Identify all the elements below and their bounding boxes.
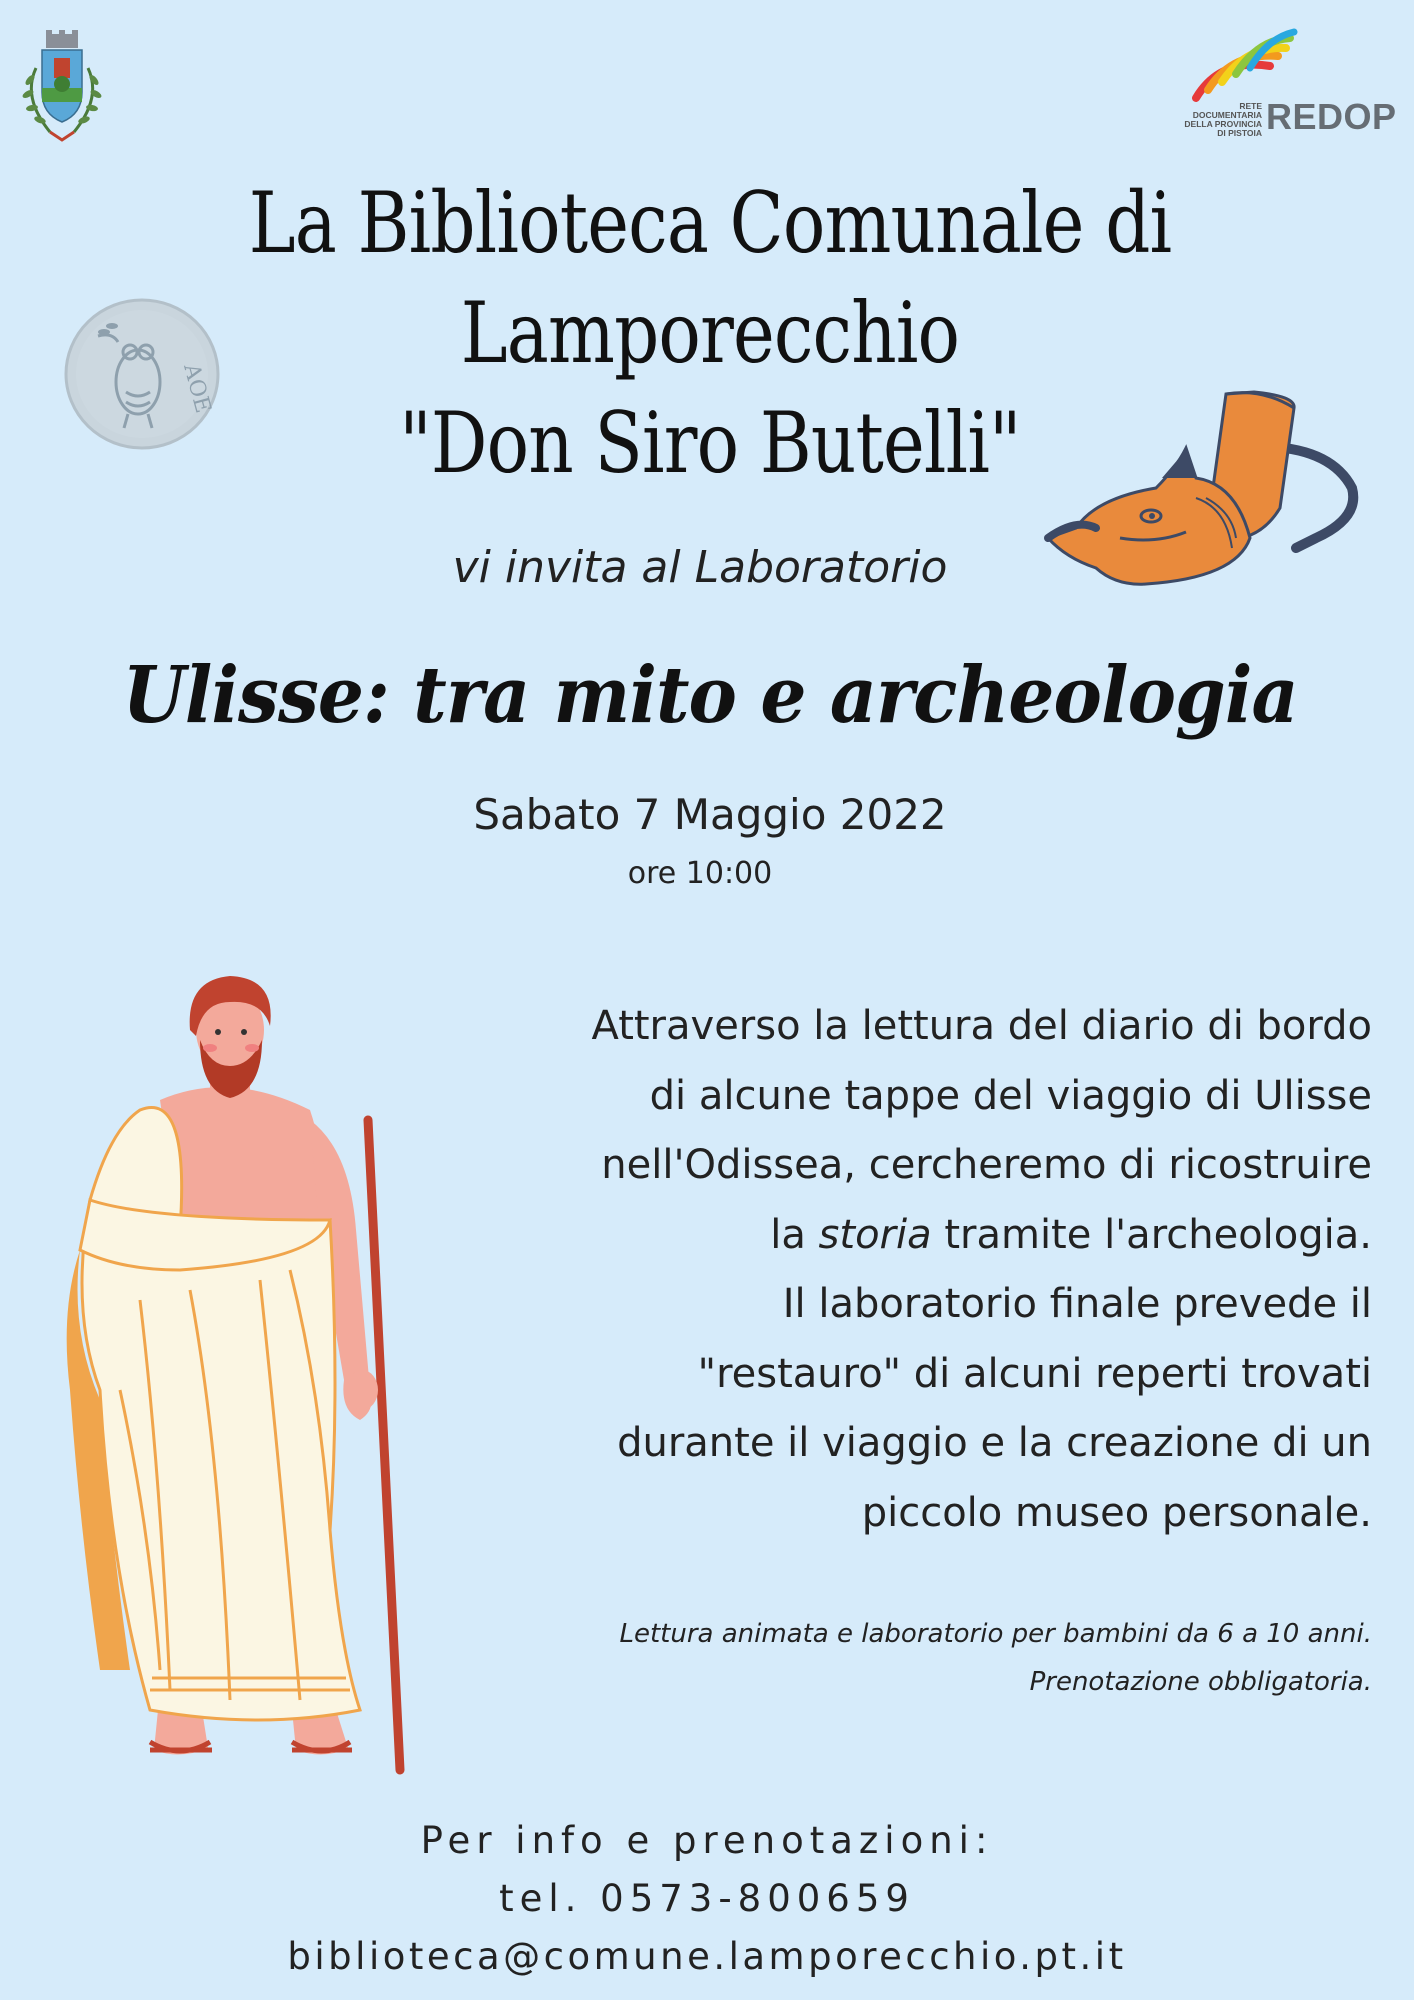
ulysses-figure-illustration xyxy=(30,970,430,1780)
description-line xyxy=(440,1201,1372,1271)
description-line4-pre: la xyxy=(770,1211,819,1258)
description-line: di alcune tappe del viaggio di Ulisse xyxy=(649,1072,1372,1119)
description-emphasis: storia xyxy=(818,1211,932,1258)
event-date: Sabato 7 Maggio 2022 xyxy=(473,790,947,839)
contact-phone[interactable]: tel. 0573-800659 xyxy=(499,1877,915,1920)
description-line: nell'Odissea, cercheremo di ricostruire xyxy=(601,1142,1372,1188)
description-line: Il laboratorio finale prevede il xyxy=(782,1281,1372,1327)
event-title: Ulisse: tra mito e archeologia xyxy=(122,650,1298,741)
event-note xyxy=(440,1610,1372,1706)
municipal-crest-icon xyxy=(14,28,110,148)
redop-wordmark: REDOP xyxy=(1266,96,1397,137)
coin-letters: AOE xyxy=(178,361,216,416)
title-line-1: La Biblioteca Comunale di xyxy=(248,174,1172,272)
description-line4-post: tramite l'archeologia. xyxy=(931,1211,1372,1258)
description-line: Attraverso la lettura del diario di bordo xyxy=(591,1003,1372,1049)
note-line-1: Lettura animata e laboratorio per bambini da 6 a 10 anni. xyxy=(619,1619,1372,1649)
description-line: durante il viaggio e la creazione di un xyxy=(617,1420,1372,1466)
owl-coin-icon xyxy=(62,296,222,452)
event-time: ore 10:00 xyxy=(627,856,773,891)
title-line-3: "Don Siro Butelli" xyxy=(399,394,1021,492)
contact-email[interactable]: biblioteca@comune.lamporecchio.pt.it xyxy=(287,1935,1127,1978)
invite-subtitle: vi invita al Laboratorio xyxy=(452,542,948,593)
description-line: "restauro" di alcuni reperti trovati xyxy=(697,1350,1372,1397)
redop-subtitle: RETE DOCUMENTARIA DELLA PROVINCIA DI PISTOIA xyxy=(1184,101,1262,138)
title-line-2: Lamporecchio xyxy=(460,284,960,382)
note-line-2: Prenotazione obbligatoria. xyxy=(1029,1667,1372,1697)
redop-logo-icon xyxy=(1160,28,1397,146)
contact-info xyxy=(150,1812,1264,1986)
description-line: piccolo museo personale. xyxy=(861,1489,1372,1536)
event-description xyxy=(440,992,1372,1548)
contact-label: Per info e prenotazioni: xyxy=(420,1819,994,1862)
